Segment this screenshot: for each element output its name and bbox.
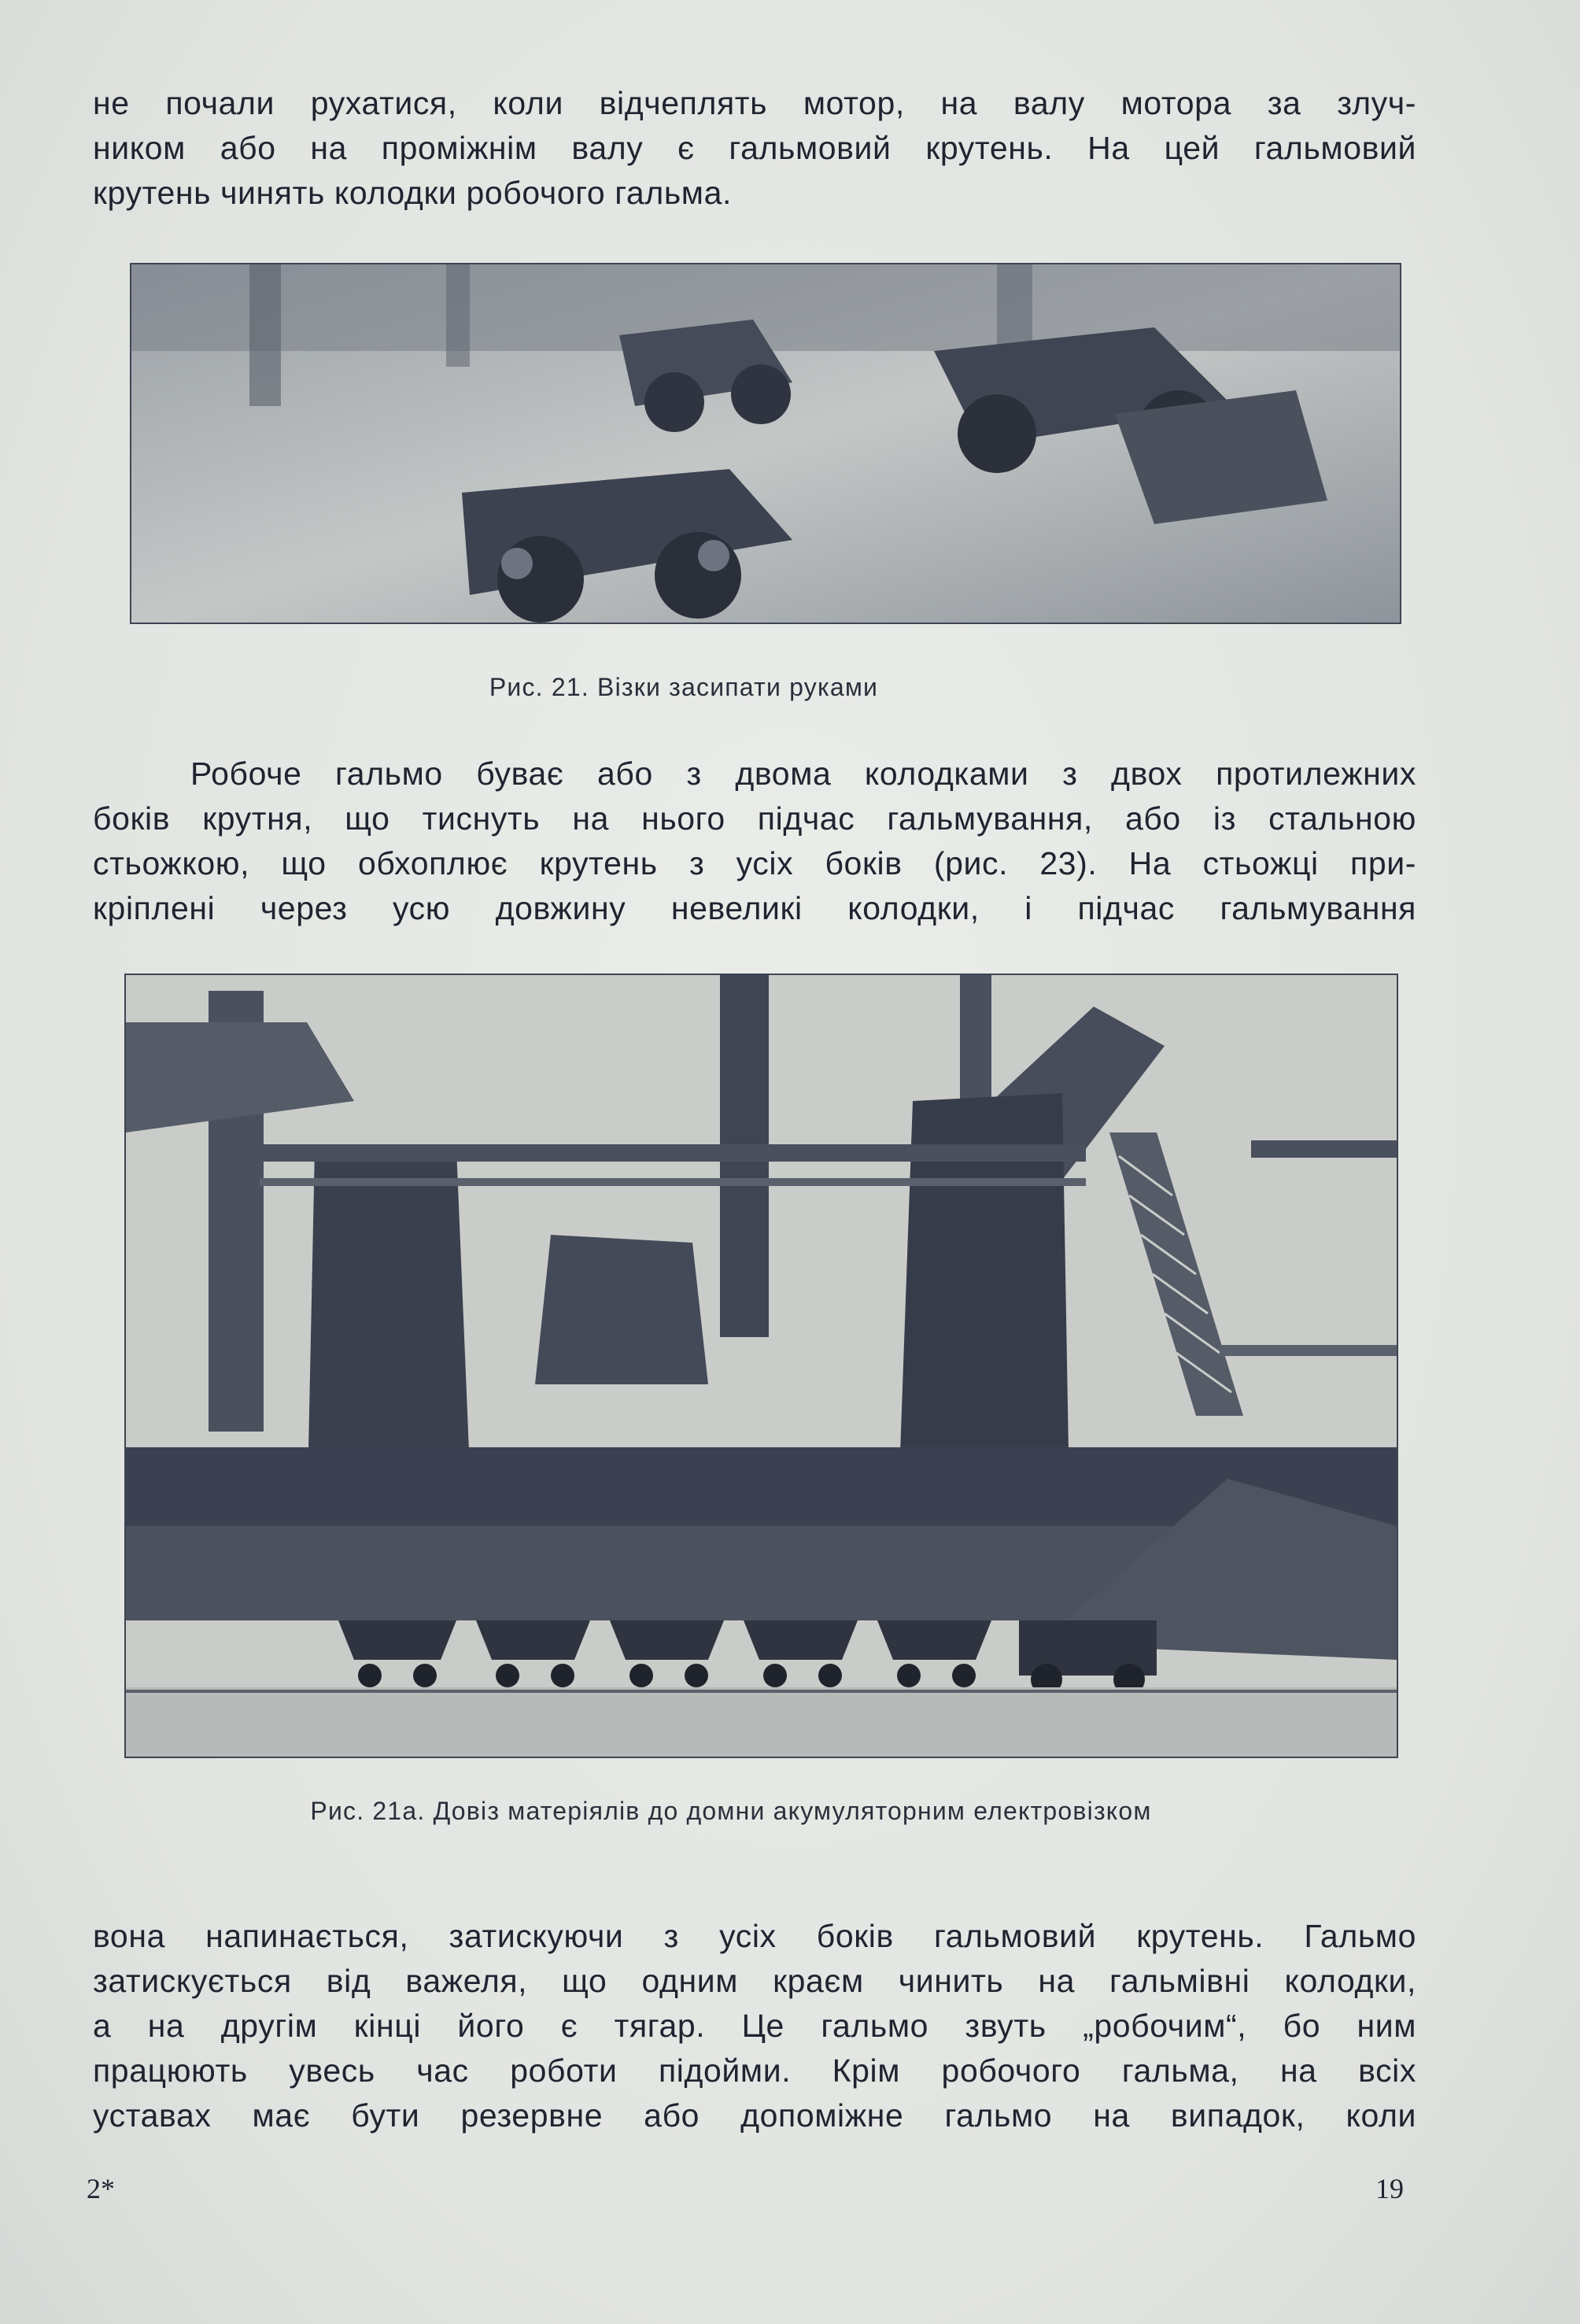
- text-line: Робоче гальмо буває або з двома колодками з двох протилежних: [190, 756, 1416, 792]
- text-line: ником або на проміжнім валу є гальмовий крутень. На цей гальмовий: [93, 130, 1416, 166]
- paragraph-2: [93, 752, 1416, 931]
- text-line: уставах має бути резервне або допоміжне гальмо на випадок, коли: [93, 2097, 1416, 2134]
- text-line: кріплені через усю довжину невеликі колодки, і підчас гальмування: [93, 890, 1416, 926]
- signature-mark: 2*: [87, 2173, 115, 2204]
- text-line: працюють увесь час роботи підойми. Крім робочого гальма, на всіх: [93, 2052, 1416, 2089]
- text-line: крутень чинять колодки робочого гальма.: [93, 175, 732, 211]
- text-line: затискується від важеля, що одним краєм чинить на гальмівні колодки,: [93, 1963, 1416, 1999]
- paragraph-3: [93, 1914, 1416, 2138]
- text-line: вона напинається, затискуючи з усіх боків гальмовий крутень. Гальмо: [93, 1918, 1416, 1954]
- paragraph-1: [93, 81, 1416, 216]
- text-line: а на другім кінці його є тягар. Це гальмо звуть „робочим“, бо ним: [93, 2008, 1416, 2044]
- text-line: не почали рухатися, коли відчеплять мотор, на валу мотора за злуч-: [93, 85, 1416, 121]
- figure-21a-caption: Рис. 21а. Довіз матеріялів до домни акумуляторним електровізком: [310, 1797, 1152, 1825]
- figure-21-caption: Рис. 21. Візки засипати руками: [489, 673, 879, 701]
- photo-fig-21a-blast-furnace: [124, 974, 1398, 1758]
- text-line: боків крутня, що тиснуть на нього підчас гальмування, або із стальною: [93, 800, 1416, 837]
- photo-fig-21-carts: [130, 263, 1401, 624]
- page-number: 19: [1375, 2173, 1404, 2204]
- text-line: стьожкою, що обхоплює крутень з усіх боків (рис. 23). На стьожці при-: [93, 845, 1416, 881]
